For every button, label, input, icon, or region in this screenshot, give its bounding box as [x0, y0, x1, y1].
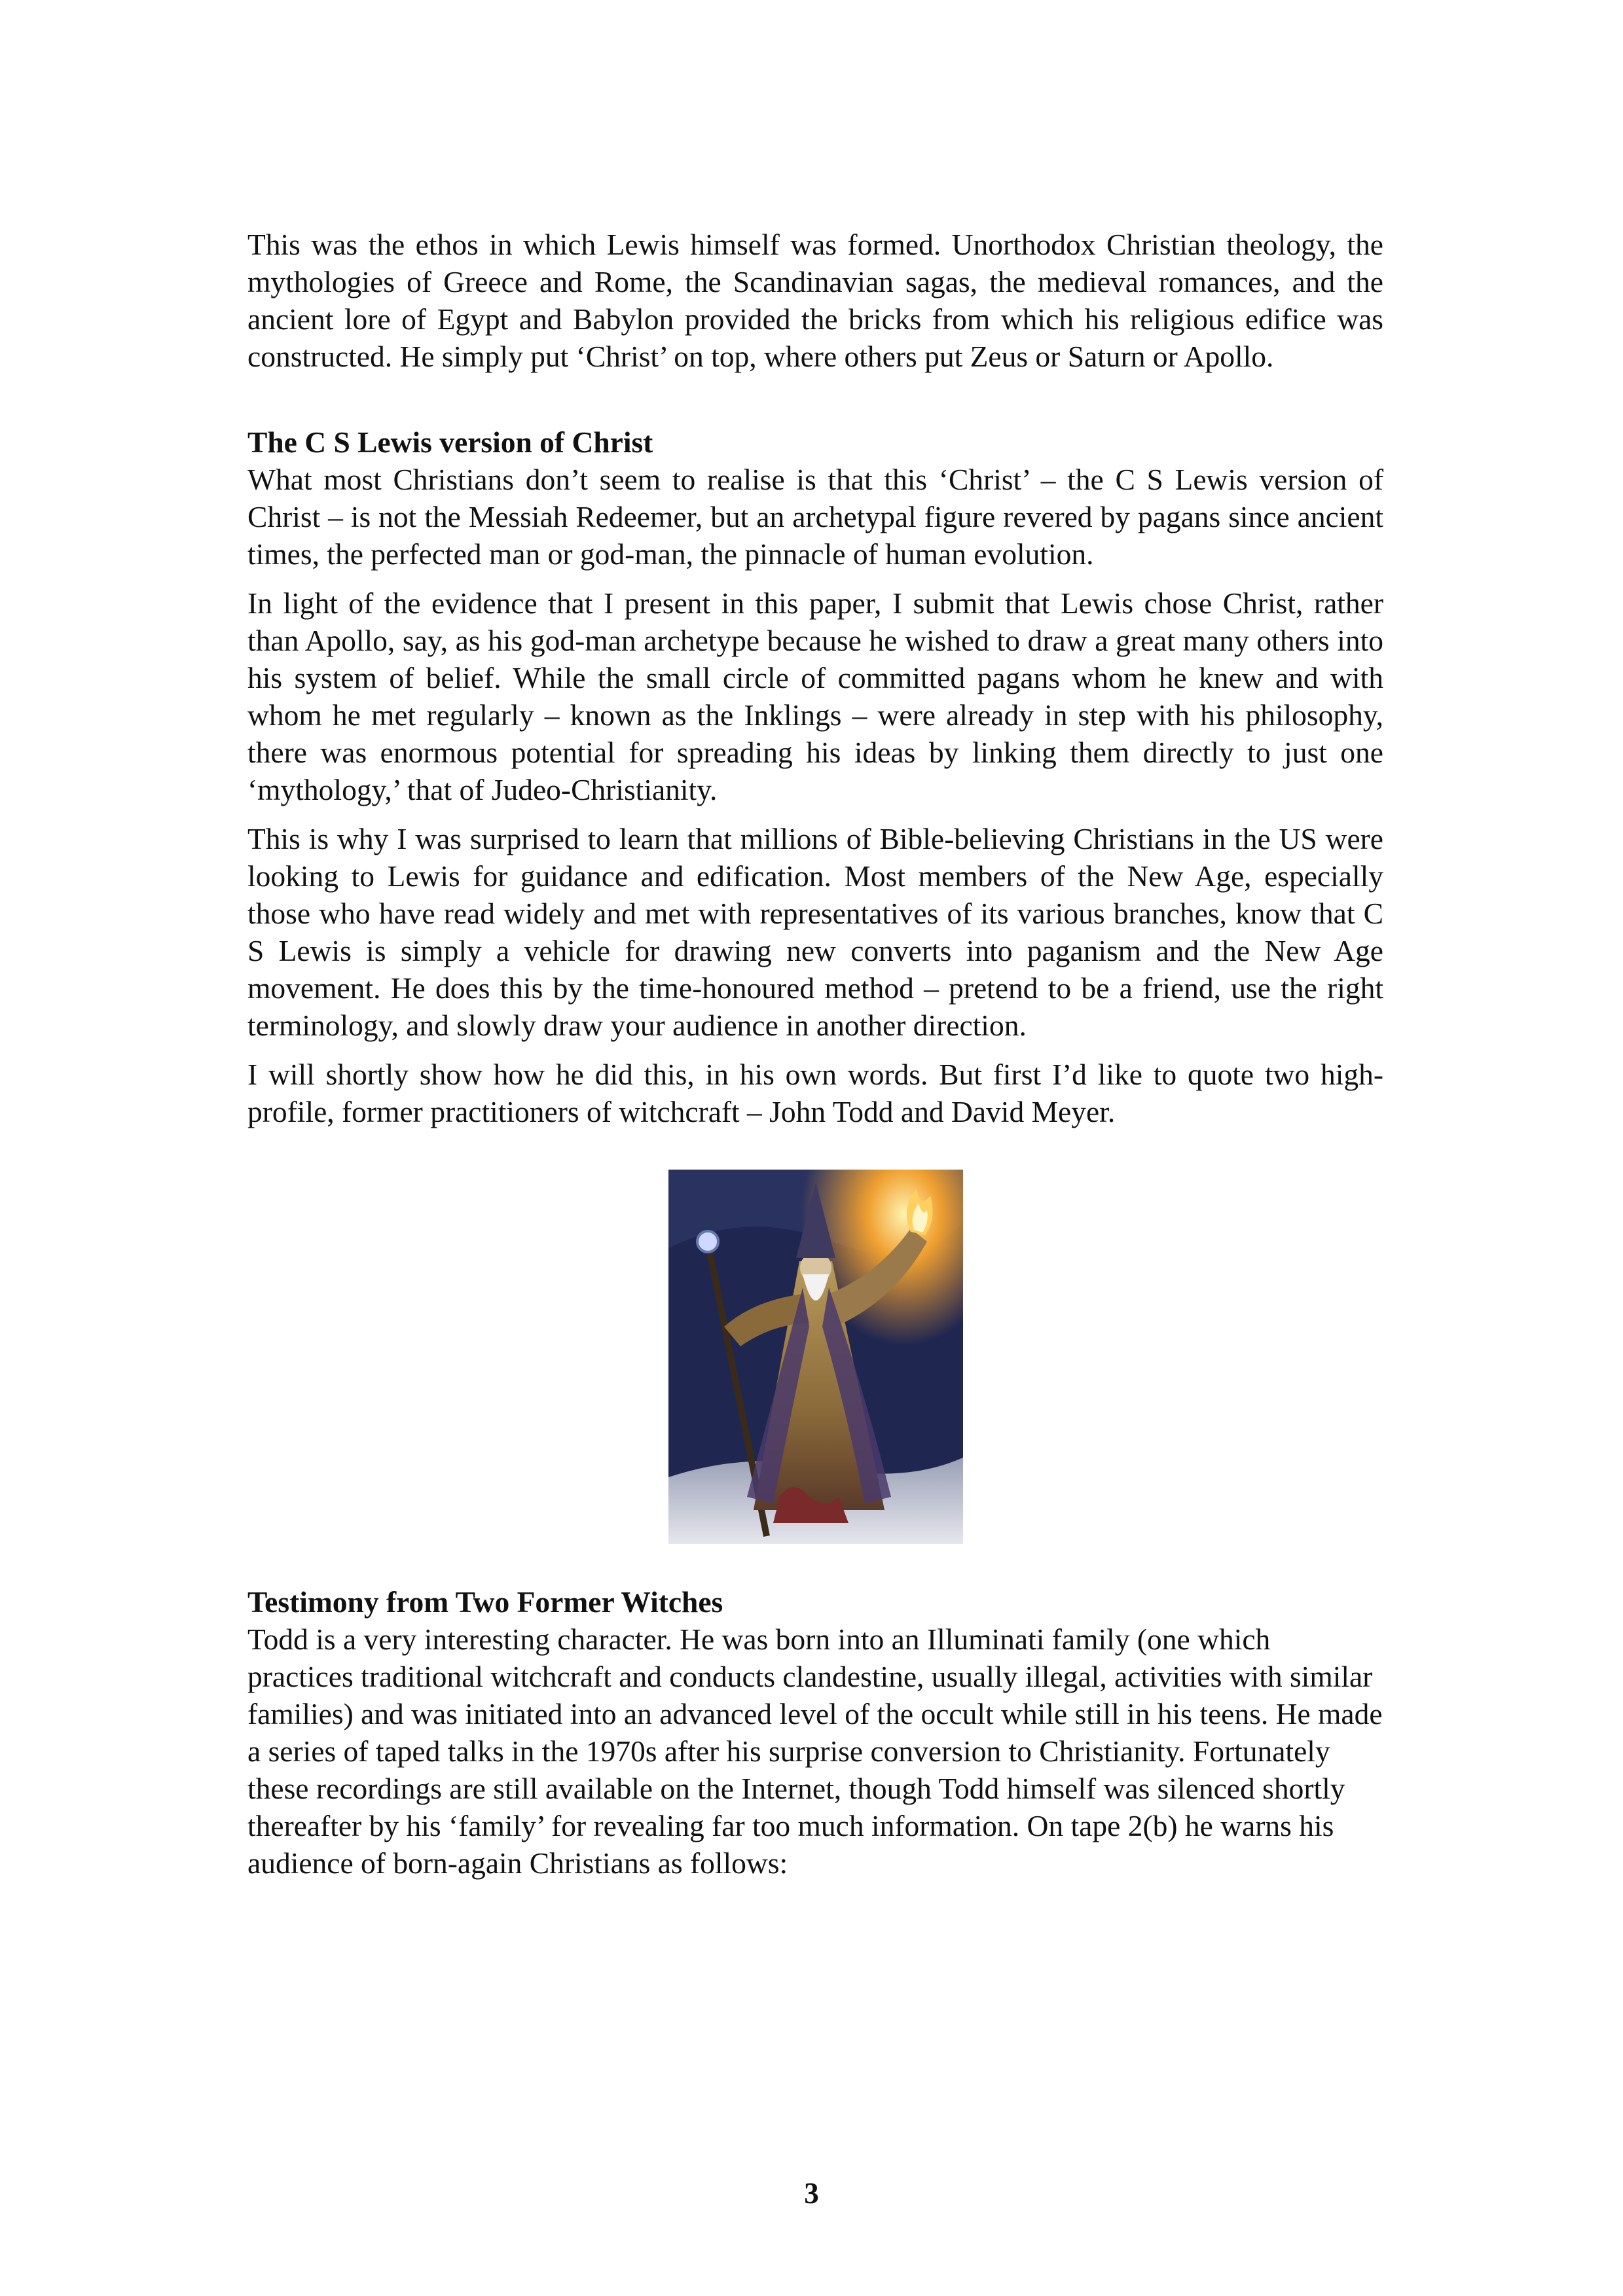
- section-heading-lewis-christ: The C S Lewis version of Christ: [247, 425, 653, 459]
- body-paragraph: Todd is a very interesting character. He was born into an Illuminati family (one which practices traditional witchcraft and conducts clandestine, usually illegal, activities with similar families) and was initiated into an advanced level of the occult while still in his teens. He made a series of taped talks in the 1970s after his surprise conversion to Christianity. Fortunately these recordings are still available on the Internet, though Todd himself was silenced shortly thereafter by his ‘family’ for revealing far too much information. On tape 2(b) he warns his audience of born-again Christians as follows:: [247, 1623, 1383, 1880]
- intro-paragraph: This was the ethos in which Lewis himself was formed. Unorthodox Christian theology, the mythologies of Greece and Rome, the Scandinavian sagas, the medieval romances, and the ancient lore of Egypt and Babylon provided the bricks from which his religious edifice was constructed. He simply put ‘Christ’ on top, where others put Zeus or Saturn or Apollo.: [247, 228, 1383, 373]
- body-paragraph: In light of the evidence that I present in this paper, I submit that Lewis chose Christ, rather than Apollo, say, as his god-man archetype because he wished to draw a great many others into his system of belief. While the small circle of committed pagans whom he knew and with whom he met regularly – known as the Inklings – were already in step with his philosophy, there was enormous potential for spreading his ideas by linking them directly to just one ‘mythology,’ that of Judeo-Christianity.: [247, 586, 1383, 806]
- page-content: [247, 226, 1383, 1893]
- body-paragraph: I will shortly show how he did this, in his own words. But first I’d like to quote two high-profile, former practitioners of witchcraft – John Todd and David Meyer.: [247, 1058, 1383, 1128]
- section-gap: [247, 387, 1383, 423]
- wizard-illustration: [668, 1170, 963, 1544]
- body-paragraph: This is why I was surprised to learn that millions of Bible-believing Christians in the US were looking to Lewis for guidance and edification. Most members of the New Age, especially those who have read widely and met with representatives of its various branches, know that C S Lewis is simply a vehicle for drawing new converts into paganism and the New Age movement. He does this by the time-honoured method – pretend to be a friend, use the right terminology, and slowly draw your audience in another direction.: [247, 822, 1383, 1042]
- page-number: 3: [804, 2177, 819, 2210]
- wizard-illustration-icon: [668, 1170, 963, 1544]
- section-heading-testimony: Testimony from Two Former Witches: [247, 1585, 723, 1619]
- body-paragraph: What most Christians don’t seem to realise is that this ‘Christ’ – the C S Lewis version of Christ – is not the Messiah Redeemer, but an archetypal figure revered by pagans since ancient times, the perfected man or god-man, the pinnacle of human evolution.: [247, 463, 1383, 571]
- figure-container: [247, 1170, 1383, 1544]
